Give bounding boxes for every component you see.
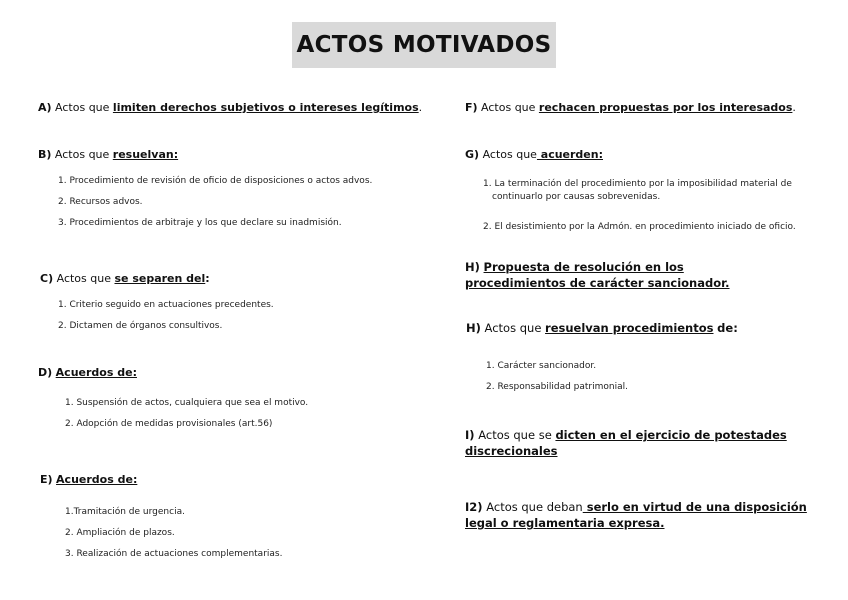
section-g-text: Actos que [482,148,537,161]
section-c-post: : [205,272,210,285]
section-a [38,100,422,116]
section-e-letter: E) [40,473,53,486]
section-h2-text: Actos que [484,321,542,335]
section-d-emphasis: Acuerdos de: [55,366,137,379]
list-item: 2. Adopción de medidas provisionales (art.56) [65,419,273,429]
section-i-emphasis-line2: discrecionales [465,444,558,458]
section-a-text: Actos que [55,101,110,114]
list-item: 2. Dictamen de órganos consultivos. [58,321,223,331]
list-item: 2. Recursos advos. [58,197,143,207]
section-f-post: . [792,101,796,114]
list-item-continuation: continuarlo por causas sobrevenidas. [492,192,661,202]
title-box [292,22,556,68]
section-h1 [465,259,730,291]
section-g-letter: G) [465,148,480,161]
section-f-emphasis: rechacen propuestas por los interesados [538,101,793,114]
section-c [40,271,210,287]
section-i2-letter: I2) [465,500,483,514]
section-i2-emphasis-line1: serlo en virtud de una disposición [582,500,807,514]
section-i-emphasis-line1: dicten en el ejercicio de potestades [555,428,787,442]
section-e-emphasis: Acuerdos de: [56,473,138,486]
section-b-letter: B) [38,148,52,161]
section-i [465,427,787,459]
list-item: 3. Procedimientos de arbitraje y los que declare su inadmisión. [58,218,342,228]
section-h2-post: de: [717,321,738,335]
section-b-emphasis: resuelvan: [112,148,179,161]
section-b-text: Actos que [54,148,110,161]
section-h2 [466,320,738,336]
section-d [38,365,137,381]
section-f-text: Actos que [481,101,536,114]
section-i-text: Actos que se [478,428,552,442]
section-g-emphasis: acuerden: [536,148,603,161]
section-h1-letter: H) [465,260,480,274]
list-item: 1. La terminación del procedimiento por la imposibilidad material de [483,179,792,189]
section-i2-text: Actos que deban [486,500,583,514]
section-b [38,147,178,163]
list-item: 1. Criterio seguido en actuaciones precedentes. [58,300,274,310]
section-e [40,472,137,488]
list-item: 2. Ampliación de plazos. [65,528,175,538]
section-c-text: Actos que [56,272,111,285]
list-item: 3. Realización de actuaciones complementarias. [65,549,283,559]
section-a-post: . [418,101,423,114]
section-f [465,100,796,116]
page-title: ACTOS MOTIVADOS [296,32,552,58]
list-item: 1.Tramitación de urgencia. [65,507,185,517]
list-item: 1. Procedimiento de revisión de oficio de disposiciones o actos advos. [58,176,373,186]
section-a-letter: A) [38,101,52,114]
list-item: 1. Carácter sancionador. [486,361,597,371]
section-c-emphasis: se separen del [114,272,206,285]
list-item: 2. Responsabilidad patrimonial. [486,382,628,392]
list-item: 1. Suspensión de actos, cualquiera que sea el motivo. [65,398,309,408]
section-i2 [465,499,807,531]
section-h2-letter: H) [466,321,481,335]
section-h1-emphasis-line1: Propuesta de resolución en los [483,260,684,274]
section-f-letter: F) [465,101,478,114]
list-item: 2. El desistimiento por la Admón. en procedimiento iniciado de oficio. [483,222,796,232]
section-a-emphasis: limiten derechos subjetivos o intereses legítimos [112,101,419,114]
section-i-letter: I) [465,428,475,442]
section-i2-emphasis-line2: legal o reglamentaria expresa. [465,516,665,530]
section-g [465,147,603,163]
section-d-letter: D) [38,366,53,379]
section-h2-emphasis: resuelvan procedimientos [545,321,714,335]
section-h1-emphasis-line2: procedimientos de carácter sancionador. [465,276,730,290]
section-c-letter: C) [40,272,54,285]
